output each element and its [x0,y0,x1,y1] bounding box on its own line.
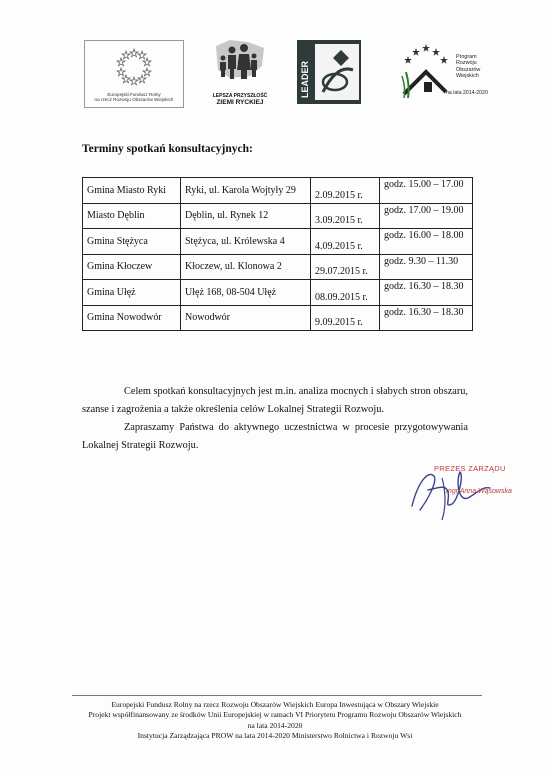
gmina-cell: Miasto Dęblin [83,203,181,229]
eu-caption-1: Europejski Fundusz Rolny [107,92,161,97]
date-cell: 4.09.2015 r. [311,229,380,255]
date-cell: 2.09.2015 r. [311,178,380,204]
address-cell: Kłoczew, ul. Klonowa 2 [181,254,311,280]
eu-caption-2: na rzecz Rozwoju Obszarów Wiejskich [94,97,174,103]
time-cell: godz. 15.00 – 17.00 [380,178,473,204]
gmina-cell: Gmina Miasto Ryki [83,178,181,204]
table-row [83,203,473,229]
ziemi-ryckiej-logo [210,36,270,114]
footer-line-1: Europejski Fundusz Rolny na rzecz Rozwoju Obszarów Wiejskich Europa Inwestująca w Obszary Wiejskie [111,700,439,709]
ziemi-caption-1: LEPSZA PRZYSZŁOŚĆ [212,93,268,99]
date-cell: 08.09.2015 r. [311,280,380,306]
prow-line-1: Program [456,54,477,60]
paragraph-invitation: Zapraszamy Państwa do aktywnego uczestnictwa w procesie przygotowywania Lokalnej Strategii Rozwoju. [82,422,468,451]
ziemi-caption-2: ZIEMI RYCKIEJ [216,99,264,106]
gmina-cell: Gmina Nowodwór [83,305,181,331]
date-cell: 29.07.2015 r. [311,254,380,280]
prow-line-3: Obszarów [456,66,481,73]
meetings-table [82,177,473,331]
footer-line-4: Instytucja Zarządzająca PROW na lata 2014-2020 Ministerstwo Rolnictwa i Rozwoju Wsi [137,731,413,741]
prow-logo [396,36,500,114]
footer-line-3: na lata 2014-2020 [247,720,303,730]
time-cell: godz. 17.00 – 19.00 [380,203,473,229]
page-heading: Terminy spotkań konsultacyjnych: [82,143,253,155]
paragraph-purpose: Celem spotkań konsultacyjnych jest m.in. analiza mocnych i słabych stron obszaru, szanse i zagrożenia a także określenia celów Lokalnej Strategii Rozwoju. [82,386,469,415]
prow-years: na lata 2014-2020 [446,90,488,96]
table-row [83,305,473,331]
table-row [83,229,473,255]
stamp-title: PREZES ZARZĄDU [434,464,506,473]
date-cell: 3.09.2015 r. [311,203,380,229]
leader-emblem-icon [297,40,361,104]
time-cell: godz. 9.30 – 11.30 [380,254,473,280]
stamp-name: mgr Anna Wąsowska [446,488,512,495]
leader-logo [297,40,361,104]
official-stamp [430,462,520,502]
table-row [83,254,473,280]
family-map-icon [210,36,270,86]
date-cell: 9.09.2015 r. [311,305,380,331]
address-cell: Stężyca, ul. Królewska 4 [181,229,311,255]
address-cell: Ryki, ul. Karola Wojtyły 29 [181,178,311,204]
prow-text [456,54,500,80]
gmina-cell: Gmina Stężyca [83,229,181,255]
address-cell: Ułęż 168, 08-504 Ułęż [181,280,311,306]
time-cell: godz. 16.30 – 18.30 [380,280,473,306]
page-footer [40,700,510,742]
gmina-cell: Gmina Kłoczew [83,254,181,280]
meetings-table-body [83,178,473,331]
prow-line-2: Rozwoju [456,60,477,67]
address-cell: Nowodwór [181,305,311,331]
prow-line-4: Wiejskich [456,73,479,80]
table-row [83,280,473,306]
leader-text: LEADER [300,60,310,98]
eu-logo [84,40,184,108]
gmina-cell: Gmina Ułęż [83,280,181,306]
eu-stars-icon [106,45,162,87]
time-cell: godz. 16.00 – 18.00 [380,229,473,255]
time-cell: godz. 16.30 – 18.30 [380,305,473,331]
footer-divider [72,695,482,696]
table-row [83,178,473,204]
address-cell: Dęblin, ul. Rynek 12 [181,203,311,229]
footer-line-2: Projekt współfinansowany ze środków Unii Europejskiej w ramach VI Priorytetu Programu Rozwoju Obszarów Wiejskich [88,710,462,720]
